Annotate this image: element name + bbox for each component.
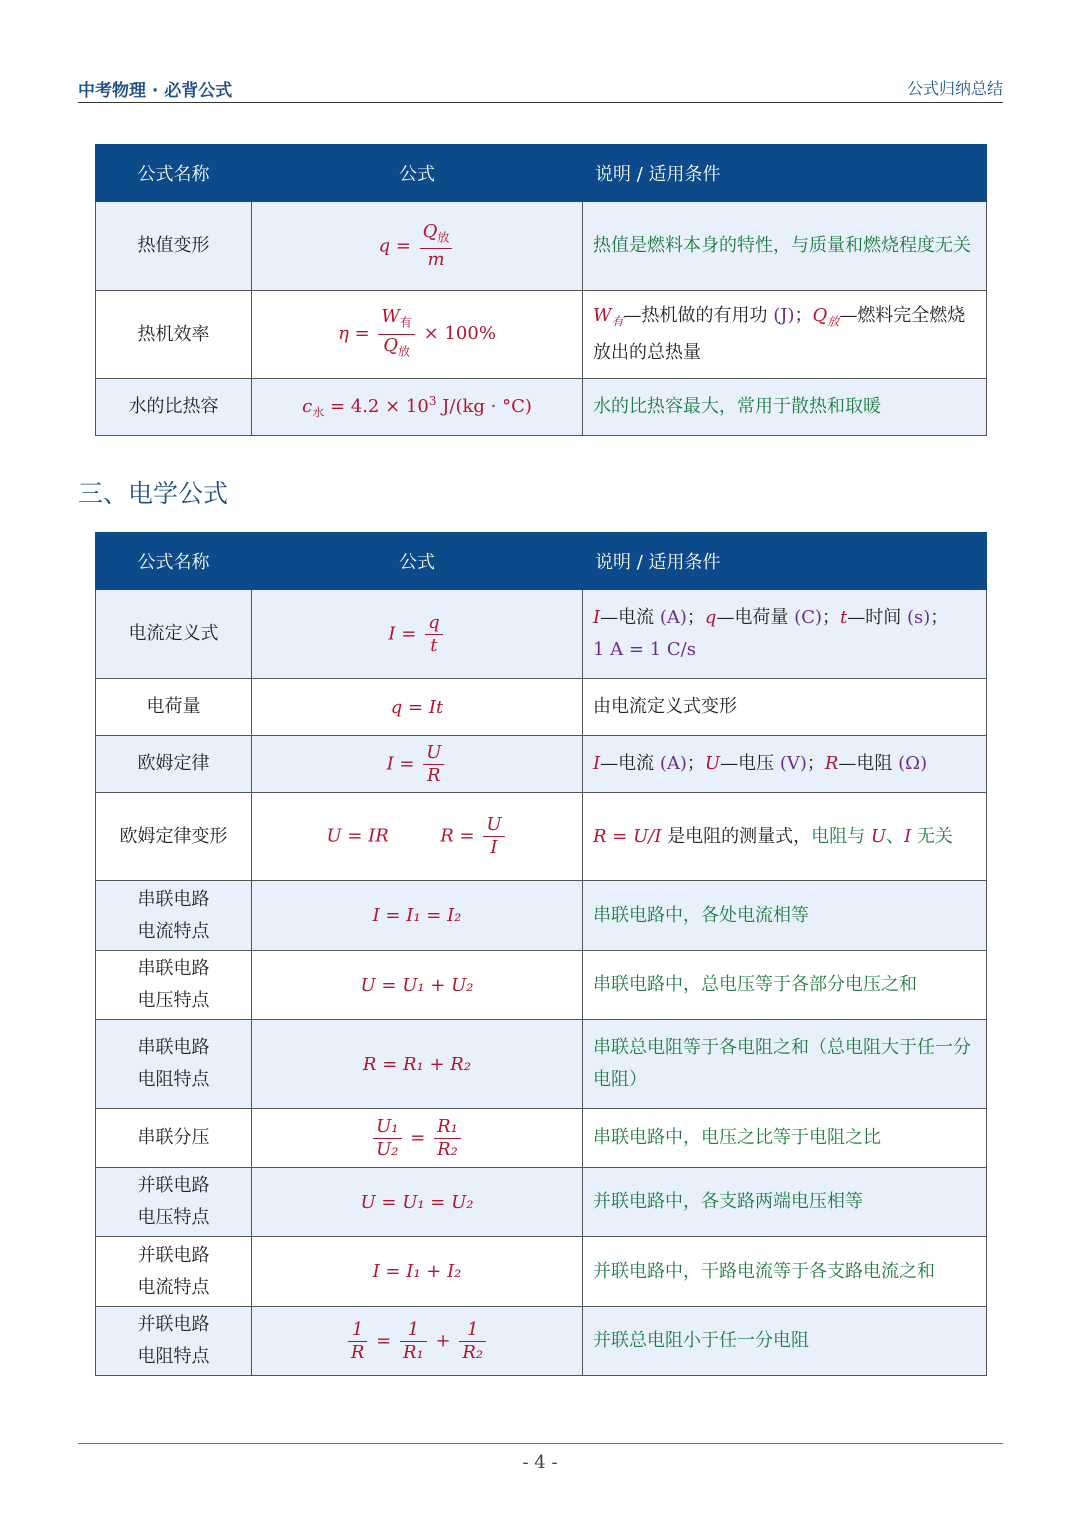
formula-name: 串联电路 电流特点 [96,881,252,951]
formula-name: 串联电路 电阻特点 [96,1020,252,1109]
formula-cell: q = $\frac{Q_放}{m}$ [252,202,583,291]
fraction: $\frac{1}{\text{R₂}}$ [459,1319,486,1364]
electric-formula-table [95,532,987,1376]
formula-name: 热机效率 [96,291,252,379]
thermal-formula-table [95,144,987,436]
fraction: $\frac{U}{I}$ [483,814,504,859]
header-section: 公式归纳总结 [906,79,1003,98]
fraction: $\frac{W_有}{Q_放}$ [378,306,415,362]
table-row [96,291,987,379]
table-row [96,590,987,679]
col-formula-header: 公式 [252,533,583,590]
formula-cell: U = U₁ = U₂ [252,1168,583,1237]
table-row [96,1020,987,1109]
table-header-row [96,145,987,202]
formula-cell: U = U₁ + U₂ [252,951,583,1020]
table-row [96,1307,987,1376]
formula-desc: 由电流定义式变形 [583,679,987,736]
table-row [96,202,987,291]
page-number: - 4 - [522,1452,558,1473]
fraction: $\frac{q}{t}$ [425,612,443,657]
formula-name: 欧姆定律变形 [96,793,252,881]
table-row [96,736,987,793]
footer-divider [78,1443,1003,1444]
fraction: $\frac{U}{R}$ [423,742,444,787]
fraction: $\frac{Q_放}{m}$ [420,221,453,272]
page-header [78,74,1003,103]
col-name-header: 公式名称 [96,533,252,590]
table-header-row [96,533,987,590]
formula-desc: $W_有—$热机做的有用功 (J)；$Q_放—$燃料完全燃烧放出的总热量 [583,291,987,379]
formula-cell: R = R₁ + R₂ [252,1020,583,1109]
formula-cell: I = $\frac{U}{R}$ [252,736,583,793]
table-row [96,793,987,881]
col-desc-header: 说明 / 适用条件 [583,533,987,590]
col-desc-header: 说明 / 适用条件 [583,145,987,202]
fraction: $\frac{\text{R₁}}{\text{R₂}}$ [434,1116,461,1161]
formula-desc: 热值是燃料本身的特性，与质量和燃烧程度无关 [583,202,987,291]
formula-name: 电荷量 [96,679,252,736]
table-row [96,679,987,736]
fraction: $\frac{1}{\text{R₁}}$ [400,1319,427,1364]
formula-desc: 并联电路中，干路电流等于各支路电流之和 [583,1237,987,1307]
formula-desc: 串联电路中，总电压等于各部分电压之和 [583,951,987,1020]
formula-desc: I—电流 (A)；q—电荷量 (C)；t—时间 (s)； 1 A = 1 C/s [583,590,987,679]
table-row [96,1109,987,1168]
formula-name: 电流定义式 [96,590,252,679]
table-row [96,1168,987,1237]
table-row [96,1237,987,1307]
formula-cell: I = I₁ + I₂ [252,1237,583,1307]
formula-cell: I = $\frac{q}{t}$ [252,590,583,679]
table-row [96,951,987,1020]
formula-name: 串联分压 [96,1109,252,1168]
formula-name: 水的比热容 [96,379,252,436]
formula-cell: I = I₁ = I₂ [252,881,583,951]
formula-cell: q = It [252,679,583,736]
formula-desc: 串联总电阻等于各电阻之和（总电阻大于任一分电阻） [583,1020,987,1109]
header-title: 中考物理 · 必背公式 [78,81,233,101]
table-row [96,379,987,436]
col-name-header: 公式名称 [96,145,252,202]
formula-name: 并联电路 电压特点 [96,1168,252,1237]
formula-cell: $c_水 = 4.2 \times 10^3$ J/(kg · °C) [252,379,583,436]
fraction: $\frac{1}{R}$ [348,1319,368,1364]
formula-desc: I—电流 (A)；U—电压 (V)；R—电阻 (Ω) [583,736,987,793]
formula-name: 热值变形 [96,202,252,291]
formula-desc: 并联总电阻小于任一分电阻 [583,1307,987,1376]
fraction: $\frac{\text{U₁}}{\text{U₂}}$ [373,1116,401,1161]
table-row [96,881,987,951]
formula-desc: 串联电路中，电压之比等于电阻之比 [583,1109,987,1168]
formula-cell: η = $\frac{W_有}{Q_放}$ × 100% [252,291,583,379]
formula-cell: $\frac{\text{U₁}}{\text{U₂}}$ = $\frac{\text{R₁}}{\text{R₂}}$ [252,1109,583,1168]
section-title: 三、电学公式 [78,479,229,508]
col-formula-header: 公式 [252,145,583,202]
formula-name: 欧姆定律 [96,736,252,793]
formula-desc: 水的比热容最大，常用于散热和取暖 [583,379,987,436]
formula-desc: 并联电路中，各支路两端电压相等 [583,1168,987,1237]
formula-desc: R = U/I 是电阻的测量式，电阻与 U、I 无关 [583,793,987,881]
formula-desc: 串联电路中，各处电流相等 [583,881,987,951]
formula-cell: U = IR R = $\frac{U}{I}$ [252,793,583,881]
formula-name: 并联电路 电流特点 [96,1237,252,1307]
formula-name: 串联电路 电压特点 [96,951,252,1020]
formula-name: 并联电路 电阻特点 [96,1307,252,1376]
formula-cell: $\frac{1}{R}$ = $\frac{1}{\text{R₁}}$ + $\frac{1}{\text{R₂}}$ [252,1307,583,1376]
